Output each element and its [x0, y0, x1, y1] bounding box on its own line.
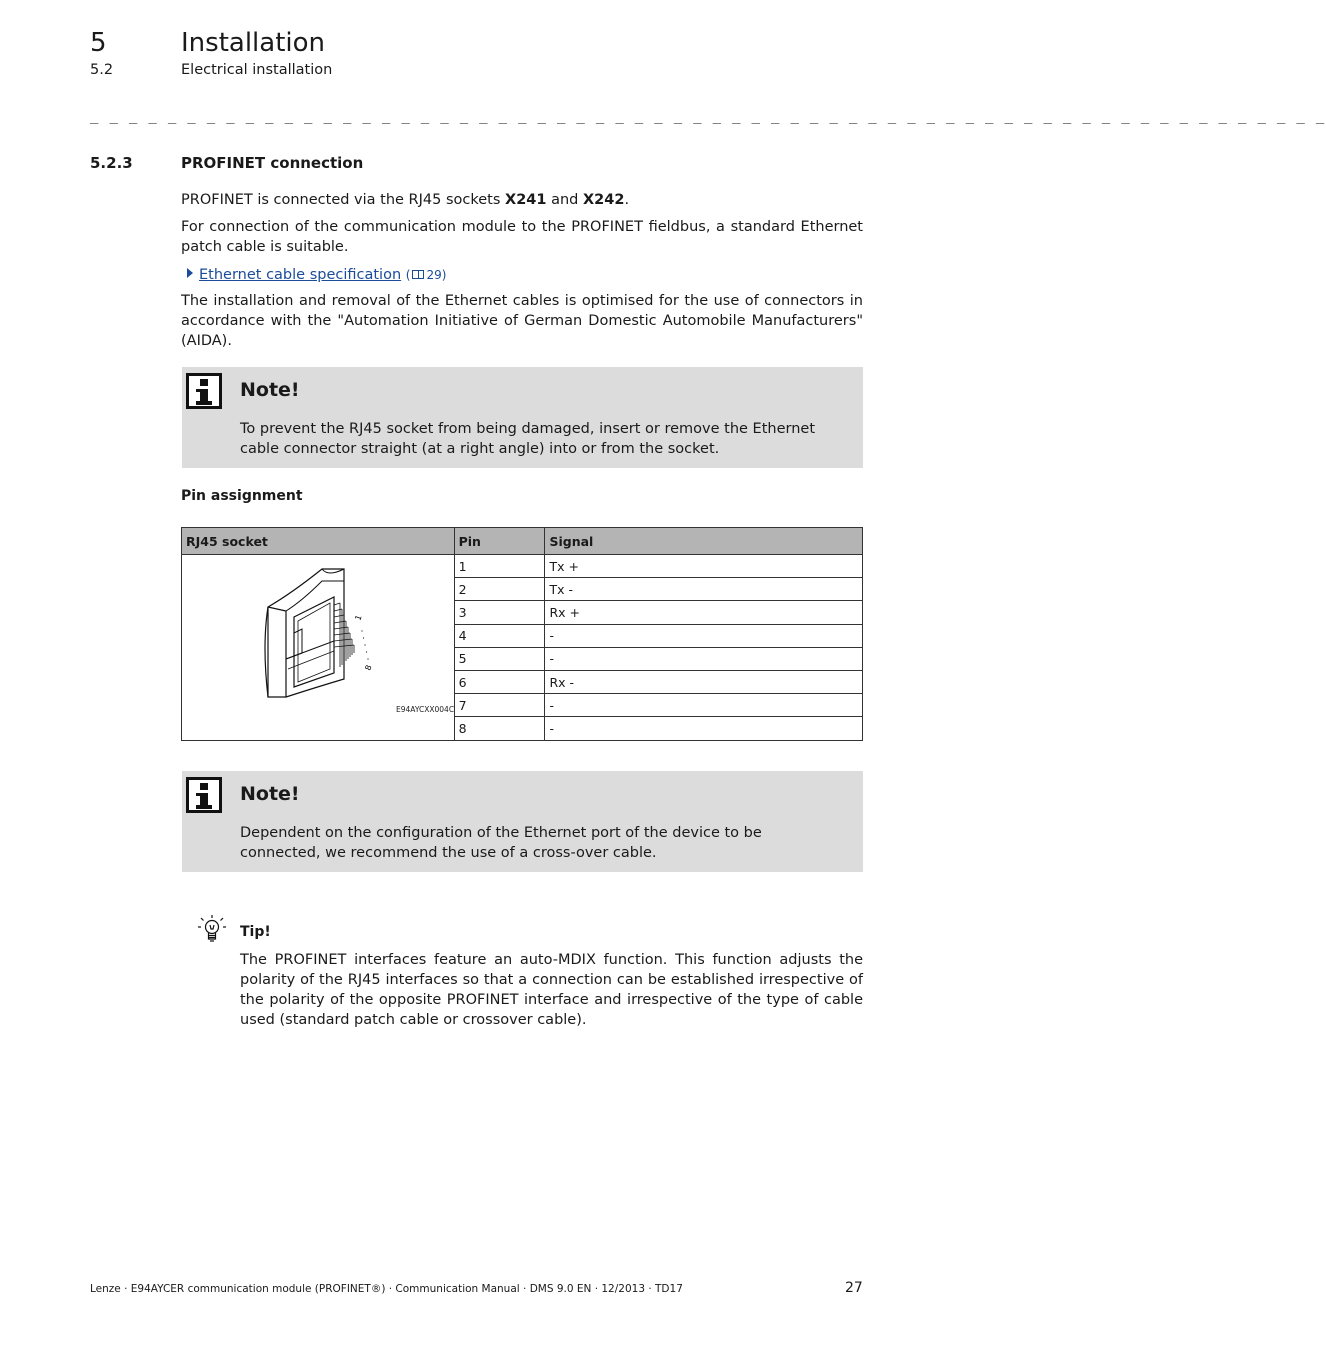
rj45-figure-cell: [182, 555, 455, 741]
pin-assignment-heading: Pin assignment: [181, 488, 303, 504]
note-text: To prevent the RJ45 socket from being damaged, insert or remove the Ethernet cable connector straight (at a right angle) into or from the socket.: [240, 421, 816, 457]
note-text: Dependent on the configuration of the Ethernet port of the device to be connected, we recommend the use of a cross-over cable.: [240, 825, 762, 861]
note-title: Note!: [240, 379, 300, 401]
signal-cell: -: [545, 717, 863, 740]
book-icon: [412, 270, 424, 279]
signal-cell: -: [545, 624, 863, 647]
paragraph-sockets: PROFINET is connected via the RJ45 sockets X241 and X242.: [181, 192, 630, 208]
figure-label: E94AYCXX004C: [396, 705, 455, 714]
subsection-title: PROFINET connection: [181, 154, 364, 172]
section-title: Electrical installation: [181, 62, 333, 78]
pin-cell: 2: [454, 578, 545, 601]
ethernet-cable-spec-link[interactable]: Ethernet cable specification: [199, 267, 402, 283]
subsection-number: 5.2.3: [90, 154, 133, 172]
paragraph-aida: The installation and removal of the Ethernet cables is optimised for the use of connectors in accordance with the "Automation Initiative of German Domestic Automobile Manufacturers" (AIDA).: [181, 293, 863, 349]
page-reference[interactable]: ( 29): [405, 268, 447, 282]
signal-cell: Tx -: [545, 578, 863, 601]
pin-8-label: 8: [363, 663, 374, 672]
chapter-title: Installation: [181, 28, 326, 58]
pin-cell: 1: [454, 555, 545, 578]
pin-cell: 4: [454, 624, 545, 647]
table-header-row: [182, 528, 863, 555]
socket-x242: X242: [582, 192, 625, 208]
tip-title: Tip!: [240, 924, 271, 940]
cable-spec-link-row: [181, 265, 446, 285]
tip-text: The PROFINET interfaces feature an auto-MDIX function. This function adjusts the polarity of the RJ45 interfaces so that a connection can be established irrespective of the polarity of the opposite PROFINET interface and irrespective of the type of cable used (standard patch cable or crossover cable).: [240, 952, 863, 1028]
column-header-pin: Pin: [454, 528, 545, 555]
pin-cell: 7: [454, 694, 545, 717]
paragraph-patch-cable: For connection of the communication module to the PROFINET fieldbus, a standard Ethernet patch cable is suitable.: [181, 219, 863, 255]
pin-assignment-table: [181, 527, 863, 741]
page-number: 27: [845, 1280, 863, 1296]
signal-cell: Rx +: [545, 601, 863, 624]
note-box-crossover: [182, 771, 863, 872]
table-row: [182, 555, 863, 578]
arrow-right-icon: [187, 268, 193, 278]
signal-cell: -: [545, 694, 863, 717]
column-header-signal: Signal: [545, 528, 863, 555]
lightbulb-icon: [196, 914, 228, 948]
info-icon: [186, 777, 222, 813]
socket-x241: X241: [505, 192, 547, 208]
signal-cell: Tx +: [545, 555, 863, 578]
pin-cell: 3: [454, 601, 545, 624]
pin-cell: 5: [454, 647, 545, 670]
footer-text: Lenze · E94AYCER communication module (PROFINET®) · Communication Manual · DMS 9.0 EN · 12/2013 · TD17: [90, 1283, 683, 1295]
info-icon: [186, 373, 222, 409]
column-header-rj45: RJ45 socket: [182, 528, 455, 555]
section-number: 5.2: [90, 62, 114, 78]
chapter-number: 5: [90, 28, 107, 58]
pin-1-label: 1: [353, 613, 364, 622]
note-title: Note!: [240, 783, 300, 805]
pin-cell: 6: [454, 670, 545, 693]
header-separator: _ _ _ _ _ _ _ _ _ _ _ _ _ _ _ _ _ _ _ _ _ _ _ _ _ _ _ _ _ _ _ _ _ _ _ _ _ _ _ _ _ _ _ _ _ _ _ _ _ _ _ _ _ _ _ _ _ _ _ _ _ _ _ _: [90, 108, 1326, 124]
pin-cell: 8: [454, 717, 545, 740]
note-box-socket: [182, 367, 863, 468]
signal-cell: Rx -: [545, 670, 863, 693]
signal-cell: -: [545, 647, 863, 670]
